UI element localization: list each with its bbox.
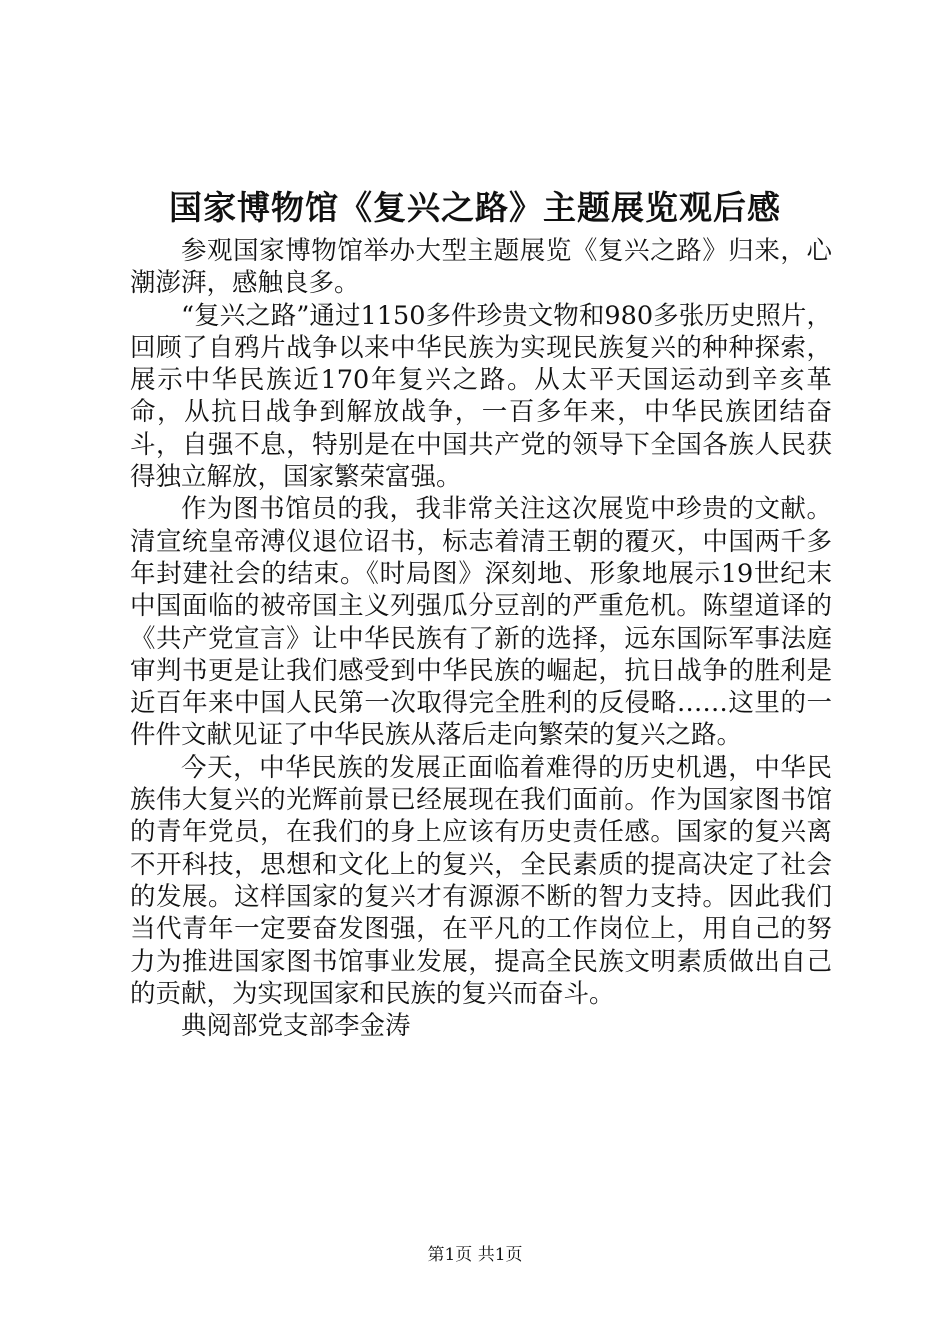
- author-signature: 典阅部党支部李金涛: [181, 1011, 411, 1042]
- document-body: [130, 235, 832, 1042]
- paragraph-exhibition-overview: “复兴之路”通过1150多件珍贵文物和980多张历史照片，回顾了自鸦片战争以来中华民族为实现民族复兴的种种探索，展示中华民族近170年复兴之路。从太平天国运动到辛亥革命，从抗日战争到解放战争，一百多年来，中华民族团结奋斗，自强不息，特别是在中国共产党的领导下全国各族人民获得独立解放，国家繁荣富强。: [130, 300, 832, 493]
- paragraph-intro: 参观国家博物馆举办大型主题展览《复兴之路》归来，心潮澎湃，感触良多。: [130, 236, 832, 299]
- paragraph-documents: 作为图书馆员的我，我非常关注这次展览中珍贵的文献。清宣统皇帝溥仪退位诏书，标志着清王朝的覆灭，中国两千多年封建社会的结束。《时局图》深刻地、形象地展示19世纪末中国面临的被帝国主义列强瓜分豆剖的严重危机。陈望道译的《共产党宣言》让中华民族有了新的选择，远东国际军事法庭审判书更是让我们感受到中华民族的崛起，抗日战争的胜利是近百年来中国人民第一次取得完全胜利的反侵略……这里的一件件文献见证了中华民族从落后走向繁荣的复兴之路。: [130, 494, 832, 751]
- document-title: 国家博物馆《复兴之路》主题展览观后感: [169, 188, 781, 227]
- paragraph-reflection: 今天，中华民族的发展正面临着难得的历史机遇，中华民族伟大复兴的光辉前景已经展现在我们面前。作为国家图书馆的青年党员，在我们的身上应该有历史责任感。国家的复兴离不开科技，思想和文化上的复兴，全民素质的提高决定了社会的发展。这样国家的复兴才有源源不断的智力支持。因此我们当代青年一定要奋发图强，在平凡的工作岗位上，用自己的努力为推进国家图书馆事业发展，提高全民族文明素质做出自己的贡献，为实现国家和民族的复兴而奋斗。: [130, 752, 832, 1009]
- page-number-footer: 第1页 共1页: [427, 1245, 523, 1265]
